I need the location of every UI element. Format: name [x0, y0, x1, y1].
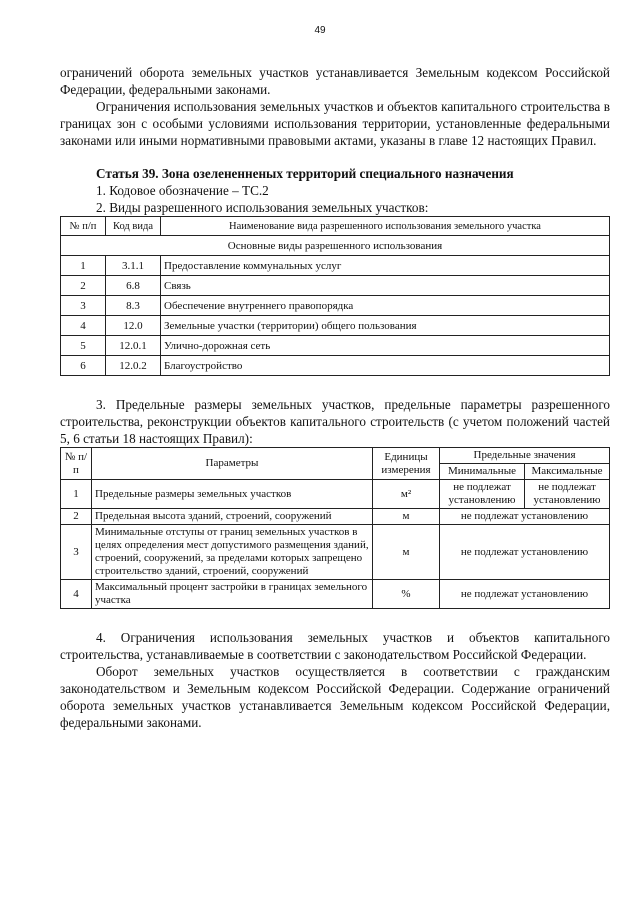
- row-number: 3: [61, 525, 92, 580]
- unit: %: [373, 580, 440, 609]
- column-header: Предельные значения: [440, 448, 610, 464]
- column-header: Минимальные: [440, 464, 525, 480]
- column-header: Параметры: [92, 448, 373, 480]
- row-number: 2: [61, 509, 92, 525]
- usage-name: Улично-дорожная сеть: [161, 336, 610, 356]
- column-header: Максимальные: [525, 464, 610, 480]
- row-number: 2: [61, 276, 106, 296]
- list-item: 2. Виды разрешенного использования земельных участков:: [96, 200, 429, 215]
- usage-code: 3.1.1: [106, 256, 161, 276]
- parameter-name: Минимальные отступы от границ земельных участков в целях определения мест допустимого размещения зданий, строений, сооружений, за пределами которых запрещено строительство зданий, строений, сооружений: [92, 525, 373, 580]
- page-number: 49: [314, 25, 326, 36]
- table-section-row: [61, 236, 610, 256]
- section-label: Основные виды разрешенного использования: [61, 236, 610, 256]
- usage-name: Благоустройство: [161, 356, 610, 376]
- column-header: № п/п: [61, 217, 106, 236]
- table-row: [61, 580, 610, 609]
- table-header-row: [61, 217, 610, 236]
- usage-code: 12.0.2: [106, 356, 161, 376]
- usage-name: Связь: [161, 276, 610, 296]
- table-row: [61, 296, 610, 316]
- table-row: [61, 480, 610, 509]
- usage-code: 8.3: [106, 296, 161, 316]
- parameter-name: Максимальный процент застройки в границах земельного участка: [92, 580, 373, 609]
- parameter-name: Предельная высота зданий, строений, сооружений: [92, 509, 373, 525]
- row-number: 3: [61, 296, 106, 316]
- usage-types-table: [60, 216, 610, 376]
- document-body: [60, 64, 610, 731]
- table-row: [61, 336, 610, 356]
- table-header-row: [61, 448, 610, 464]
- table-row: [61, 316, 610, 336]
- usage-name: Обеспечение внутреннего правопорядка: [161, 296, 610, 316]
- usage-code: 6.8: [106, 276, 161, 296]
- column-header: № п/п: [61, 448, 92, 480]
- min-value: не подлежат установлению: [440, 480, 525, 509]
- limit-value: не подлежат установлению: [440, 509, 610, 525]
- table-row: [61, 276, 610, 296]
- table-row: [61, 256, 610, 276]
- usage-name: Предоставление коммунальных услуг: [161, 256, 610, 276]
- row-number: 6: [61, 356, 106, 376]
- parameters-table: [60, 447, 610, 609]
- row-number: 4: [61, 580, 92, 609]
- list-item: 4. Ограничения использования земельных участков и объектов капитального строительства, устанавливаемые в соответствии с законодательством Российской Федерации.: [60, 630, 610, 662]
- limit-value: не подлежат установлению: [440, 580, 610, 609]
- table-row: [61, 525, 610, 580]
- table-row: [61, 509, 610, 525]
- limit-value: не подлежат установлению: [440, 525, 610, 580]
- paragraph: ограничений оборота земельных участков устанавливается Земельным кодексом Российской Федерации, федеральными законами.: [60, 65, 610, 97]
- list-item: 3. Предельные размеры земельных участков, предельные параметры разрешенного строительства, реконструкции объектов капитального строительств (с учетом положений частей 5, 6 статьи 18 настоящих Правил):: [60, 397, 610, 446]
- row-number: 1: [61, 480, 92, 509]
- table-row: [61, 356, 610, 376]
- column-header: Единицы измерения: [373, 448, 440, 480]
- row-number: 4: [61, 316, 106, 336]
- row-number: 1: [61, 256, 106, 276]
- unit: м²: [373, 480, 440, 509]
- paragraph: Ограничения использования земельных участков и объектов капитального строительства в границах зон с особыми условиями использования территории, установленные федеральными законами или иными нормативными правовыми актами, указаны в главе 12 настоящих Правил.: [60, 99, 610, 148]
- list-item: 1. Кодовое обозначение – ТС.2: [96, 183, 269, 198]
- column-header: Код вида: [106, 217, 161, 236]
- max-value: не подлежат установлению: [525, 480, 610, 509]
- usage-code: 12.0: [106, 316, 161, 336]
- usage-name: Земельные участки (территории) общего пользования: [161, 316, 610, 336]
- paragraph: Оборот земельных участков осуществляется в соответствии с гражданским законодательством и Земельным кодексом Российской Федерации. Содержание ограничений оборота земельных участков устанавливается Земельным кодексом Российской Федерации, федеральными законами.: [60, 664, 610, 730]
- column-header: Наименование вида разрешенного использования земельного участка: [161, 217, 610, 236]
- parameter-name: Предельные размеры земельных участков: [92, 480, 373, 509]
- row-number: 5: [61, 336, 106, 356]
- article-title: Статья 39. Зона озелененненых территорий специального назначения: [96, 166, 514, 181]
- usage-code: 12.0.1: [106, 336, 161, 356]
- unit: м: [373, 509, 440, 525]
- unit: м: [373, 525, 440, 580]
